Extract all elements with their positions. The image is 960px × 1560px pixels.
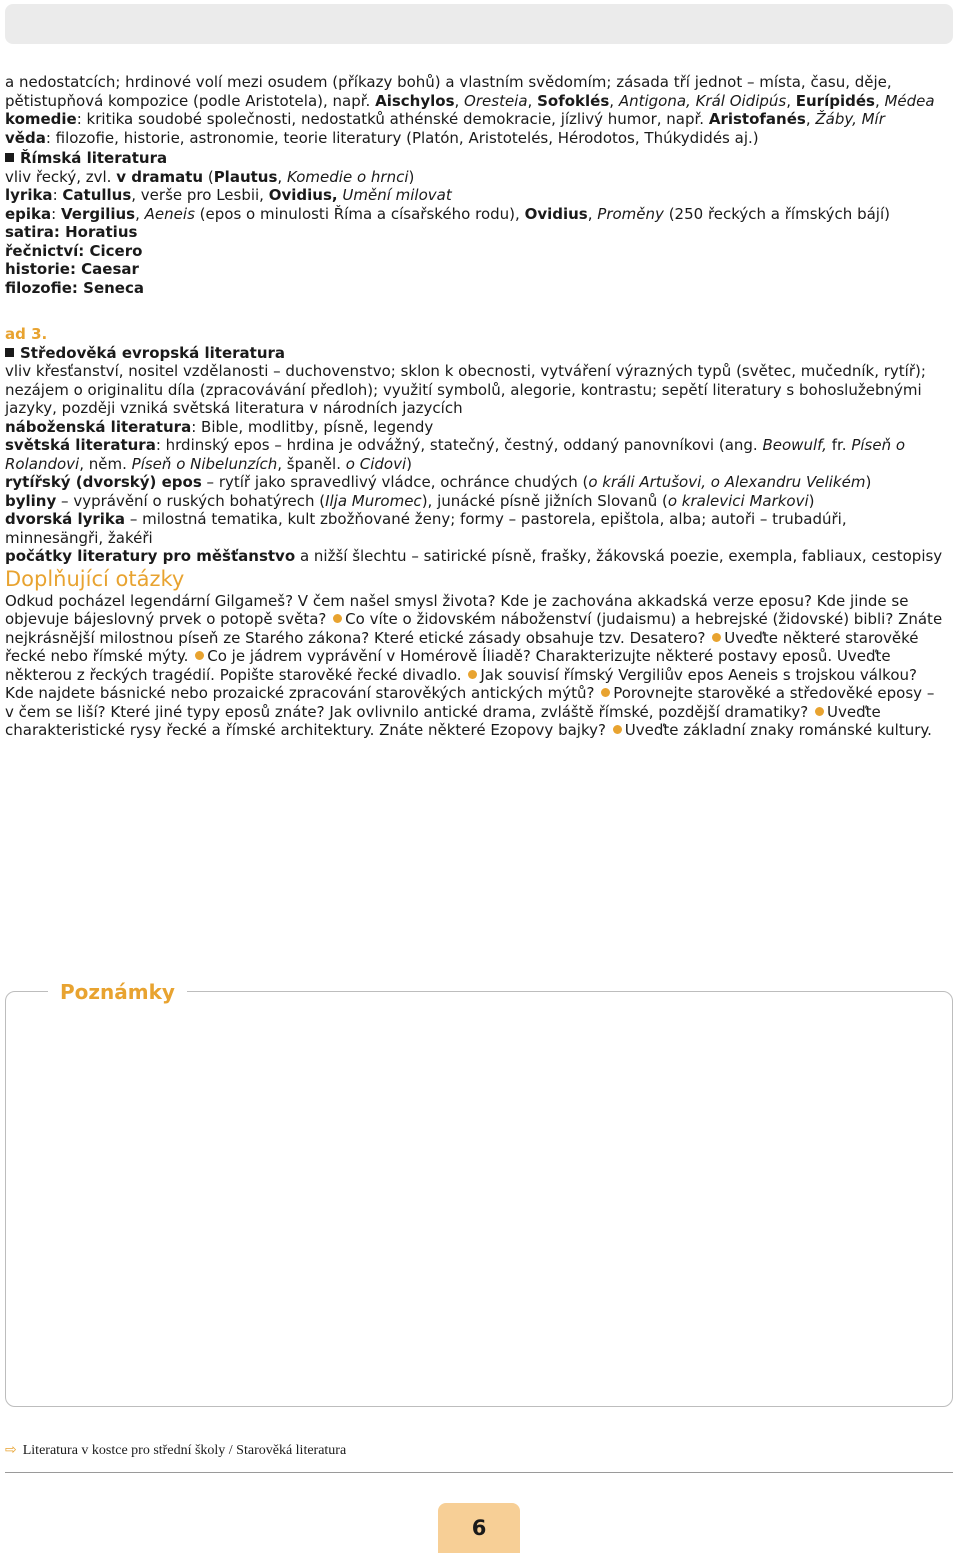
page-number: 6 — [438, 1503, 520, 1553]
work-nibelung: Píseň o Nibelunzích — [131, 454, 278, 473]
question-5: Jak souvisí římský Vergiliův epos Aeneis s trojskou válkou? Kde najdete básnické nebo prozaické zpracování starověkých antických mýtů? — [5, 665, 917, 702]
veda-label: věda — [5, 128, 46, 147]
roman-heading-text: Římská literatura — [20, 149, 168, 167]
nem-label: , něm. — [79, 454, 127, 473]
question-6: Porovnejte starověké a středověké eposy – v čem se liší? Které jiné typy eposů znáte? Jak ovlivnilo antické drama, zvláště římské, pozdější dramatiky? — [5, 684, 935, 721]
epika-label: epika — [5, 204, 52, 223]
nabozenska-text: : Bible, modlitby, písně, legendy — [191, 417, 434, 436]
question-4: Co je jádrem vyprávění v Homérově Íliadě? Charakterizujte některé postavy eposů. Uveďte některou z řeckých tragédií. Popište starověké řecké divadlo. — [5, 647, 891, 684]
byliny-label: byliny — [5, 491, 57, 510]
author-vergilius: Vergilius — [60, 204, 136, 223]
greek-drama-text: a nedostatcích; hrdinové volí mezi osudem (příkazy bohů) a vlastním svědomím; zásada tří jednot – místa, času, děje, pětistupňová kompozice (podle Aristotela), např. — [5, 73, 892, 110]
author-plautus: Plautus — [213, 167, 278, 186]
recnictvi-line: řečnictví: Cicero — [5, 241, 143, 260]
work-medea: Médea — [884, 91, 935, 110]
ad-3-label: ad 3. — [5, 325, 48, 343]
square-bullet-icon — [5, 153, 14, 162]
footer-text: Literatura v kostce pro střední školy / Starověká literatura — [22, 1443, 347, 1458]
bullet-dot-icon — [613, 725, 622, 734]
bullet-dot-icon — [712, 633, 721, 642]
square-bullet-icon — [5, 348, 14, 357]
hollow-arrow-icon: ⇨ — [5, 1442, 17, 1458]
historie-label: historie — [5, 260, 70, 278]
nabozenska-paragraph — [5, 418, 947, 437]
rytirsky-paragraph: rytířský (dvorský) epos – rytíř jako spravedlivý vládce, ochránce chudých (o králi Artušovi, o Alexandru Velikém) — [5, 473, 872, 491]
byliny-paragraph: byliny – vyprávění o ruských bohatýrech (Ilja Muromec), junácké písně jižních Slovanů (o kralevici Markovi) — [5, 491, 815, 510]
dvorska-text: – milostná tematika, kult zbožňované ženy; formy – pastorela, epištola, alba; autoři – trubadúři, minnesängři, žakéři — [5, 510, 847, 547]
filozofie-label: filozofie — [5, 278, 72, 297]
veda-paragraph — [5, 129, 947, 148]
author-sofokles: Sofoklés — [537, 91, 610, 110]
v-dramatu-label: v dramatu — [116, 167, 204, 186]
work-artus: o králi Artušovi, o Alexandru Velikém — [588, 473, 866, 491]
medieval-heading-text: Středověká evropská literatura — [20, 343, 286, 362]
pocatky-text: a nižší šlechtu – satirické písně, frašky, žákovská poezie, exempla, fabliaux, cestopisy — [299, 547, 943, 565]
komedie-label: komedie — [5, 110, 77, 128]
work-marko: o kralevici Markovi — [667, 491, 809, 510]
satira-label: satira — [5, 223, 54, 241]
epika-paragraph: epika: Vergilius, Aeneis (epos o minulosti Říma a císařského rodu), Ovidius, Proměny (250 řeckých a římských bájí) — [5, 204, 890, 223]
work-aeneis: Aeneis — [144, 204, 195, 223]
questions-title: Doplňující otázky — [5, 566, 185, 591]
nabozenska-label: náboženská literatura — [5, 417, 192, 436]
notes-title: Poznámky — [48, 979, 187, 1005]
bullet-dot-icon — [601, 688, 610, 697]
footer-caption — [5, 1442, 346, 1459]
author-ovidius-2: Ovidius — [524, 204, 588, 223]
satira-value: Horatius — [65, 223, 138, 241]
veda-text: : filozofie, historie, astronomie, teorie literatury (Platón, Aristotelés, Hérodotos, Thúkydidés aj.) — [45, 128, 759, 147]
rytirsky-text: – rytíř jako spravedlivý vládce, ochránce chudých ( — [206, 473, 589, 491]
question-2: Co víte o židovském náboženství (judaismu) a hebrejské (židovské) bibli? Znáte nejkrásnější milostnou píseň ze Starého zákona? Které etické zásady obsahuje tzv. Desatero? — [5, 610, 943, 647]
lyrika-paragraph: lyrika: Catullus, verše pro Lesbii, Ovidius, Umění milovat — [5, 186, 452, 204]
work-komedie-o-hrnci: Komedie o hrnci — [286, 167, 409, 186]
pocatky-label: počátky literatury pro měšťanstvo — [5, 547, 296, 565]
top-bar — [5, 4, 953, 44]
komedie-paragraph: komedie: kritika soudobé společnosti, nedostatků athénské demokracie, jízlivý humor, např. Aristofanés, Žáby, Mír — [5, 110, 885, 128]
greek-drama-paragraph: a nedostatcích; hrdinové volí mezi osudem (příkazy bohů) a vlastním svědomím; zásada tří jednot – místa, času, děje, pětistupňová kompozice (podle Aristotela), např. Aischylos, Oresteia, Sofoklés, Antigona, Král Oidipús, Eurípidés, Médea — [5, 73, 935, 110]
work-umeni-milovat: Umění milovat — [342, 186, 452, 204]
rytirsky-label: rytířský (dvorský) epos — [5, 473, 202, 491]
filozofie-value: Seneca — [83, 278, 144, 297]
work-zaby-mir: Žáby, Mír — [815, 110, 885, 128]
author-aristofanes: Aristofanés — [708, 110, 806, 128]
aeneis-desc: (epos o minulosti Říma a císařského rodu), — [199, 204, 520, 223]
work-roland: Píseň o Rolandovi — [5, 436, 906, 473]
work-beowulf: Beowulf, — [762, 436, 827, 454]
bullet-dot-icon — [815, 707, 824, 716]
pocatky-paragraph — [5, 547, 947, 566]
medieval-heading — [5, 344, 947, 363]
satira-line: satira: Horatius — [5, 223, 138, 241]
author-catullus: Catullus — [62, 186, 132, 204]
question-7: Uveďte charakteristické rysy řecké a římské architektury. Znáte některé Ezopovy bajky? — [5, 702, 881, 739]
work-ilja: Ilja Muromec — [325, 491, 422, 510]
svetska-text: : hrdinský epos – hrdina je odvážný, statečný, čestný, oddaný panovníkovi (ang. — [155, 436, 758, 454]
recnictvi-value: Cicero — [89, 241, 143, 260]
roman-heading — [5, 149, 947, 168]
question-3: Uveďte některé starověké řecké nebo římské mýty. — [5, 628, 919, 665]
author-euripides: Eurípidés — [795, 91, 875, 110]
bullet-dot-icon — [468, 670, 477, 679]
byliny-text-2: ), junácké písně jižních Slovanů ( — [421, 491, 668, 510]
lyrika-label: lyrika — [5, 186, 53, 204]
author-ovidius: Ovidius, — [268, 186, 338, 204]
bullet-dot-icon — [333, 614, 342, 623]
work-promeny: Proměny — [597, 204, 664, 223]
historie-value: Caesar — [81, 260, 139, 278]
fr-label: fr. — [831, 436, 847, 454]
work-oresteia: Oresteia — [464, 91, 528, 110]
main-content — [5, 73, 947, 740]
svetska-label: světská literatura — [5, 436, 156, 454]
medieval-intro: vliv křesťanství, nositel vzdělanosti – duchovenstvo; sklon k obecnosti, vytváření výrazných typů (světec, mučedník, rytíř); nezájem o originalitu díla (zpracovávání předloh); využití symbolů, alegorie, kontrastu; sepětí literatury s bohoslužebnými jazyky, později vzniká světská literatura v národních jazycích — [5, 362, 926, 417]
byliny-text: – vyprávění o ruských bohatýrech ( — [61, 491, 326, 510]
svetska-paragraph: světská literatura: hrdinský epos – hrdina je odvážný, statečný, čestný, oddaný panovníkovi (ang. Beowulf, fr. Píseň o Rolandovi, něm. Píseň o Nibelunzích, španěl. o Cidovi) — [5, 436, 906, 473]
catullus-text: , verše pro Lesbii, — [131, 186, 264, 204]
promeny-desc: (250 řeckých a římských bájí) — [668, 204, 890, 223]
questions-paragraph — [5, 592, 947, 740]
historie-line: historie: Caesar — [5, 260, 139, 278]
author-aischylos: Aischylos — [375, 91, 455, 110]
recnictvi-label: řečnictví — [5, 241, 79, 260]
dvorska-label: dvorská lyrika — [5, 510, 126, 528]
roman-vliv-text: vliv řecký, zvl. — [5, 167, 112, 186]
dvorska-paragraph — [5, 510, 947, 547]
work-cid: o Cidovi — [345, 454, 407, 473]
work-antigona: Antigona, Král Oidipús — [618, 91, 787, 110]
filozofie-line: filozofie: Seneca — [5, 278, 144, 297]
question-8: Uveďte základní znaky románské kultury. — [624, 721, 932, 739]
spacer — [5, 297, 947, 325]
komedie-text: : kritika soudobé společnosti, nedostatků athénské demokracie, jízlivý humor, např. — [76, 110, 705, 128]
notes-box[interactable] — [5, 991, 953, 1407]
roman-vliv-paragraph: vliv řecký, zvl. v dramatu (Plautus, Komedie o hrnci) — [5, 167, 415, 186]
span-label: , španěl. — [277, 454, 341, 473]
question-1: Odkud pocházel legendární Gilgameš? V čem našel smysl života? Kde je zachována akkadská verze eposu? Kde jinde se objevuje bájeslovný prvek o potopě světa? — [5, 591, 909, 628]
footer-divider — [5, 1472, 953, 1473]
bullet-dot-icon — [195, 651, 204, 660]
